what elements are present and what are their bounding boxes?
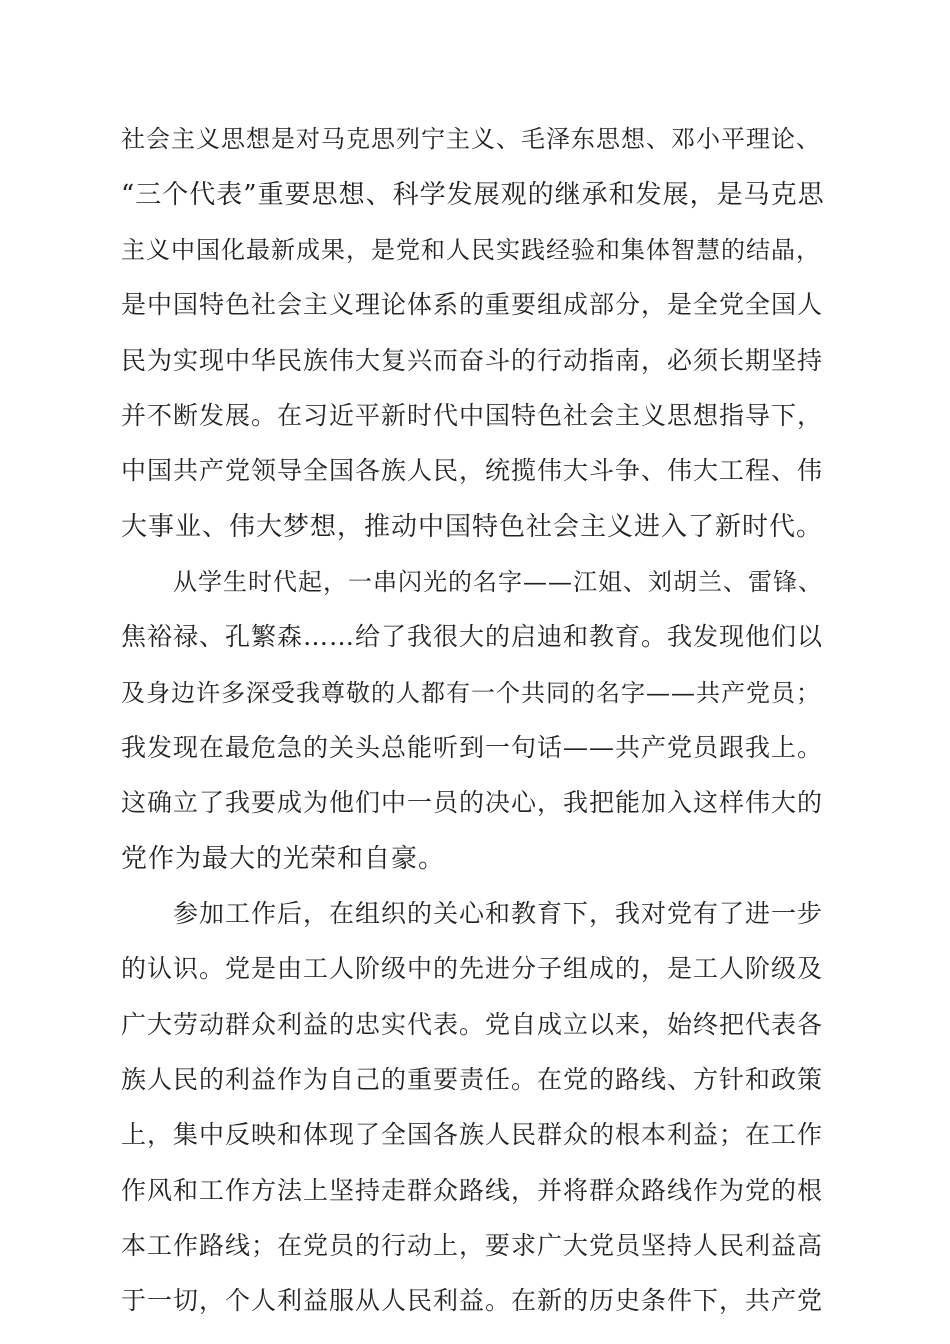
text-line: 广大劳动群众利益的忠实代表。党自成立以来，始终把代表各	[121, 1010, 824, 1039]
text-line: 作风和工作方法上坚持走群众路线，并将群众路线作为党的根	[121, 1176, 824, 1205]
text-line: 这确立了我要成为他们中一员的决心，我把能加入这样伟大的	[121, 788, 824, 817]
text-line: 是中国特色社会主义理论体系的重要组成部分，是全党全国人	[121, 290, 824, 319]
text-line: 焦裕禄、孔繁森……给了我很大的启迪和教育。我发现他们以	[121, 622, 824, 651]
text-line: 民为实现中华民族伟大复兴而奋斗的行动指南，必须长期坚持	[121, 346, 824, 375]
text-line: 中国共产党领导全国各族人民，统揽伟大斗争、伟大工程、伟	[121, 456, 824, 485]
text-line: 主义中国化最新成果，是党和人民实践经验和集体智慧的结晶，	[121, 236, 821, 264]
text-line: 族人民的利益作为自己的重要责任。在党的路线、方针和政策	[121, 1065, 824, 1094]
text-line: 社会主义思想是对马克思列宁主义、毛泽东思想、邓小平理论、	[121, 125, 821, 153]
text-line: 的认识。党是由工人阶级中的先进分子组成的，是工人阶级及	[121, 954, 824, 983]
text-line: 上，集中反映和体现了全国各族人民群众的根本利益；在工作	[121, 1120, 824, 1149]
paragraph-first-line: 参加工作后，在组织的关心和教育下，我对党有了进一步	[173, 899, 824, 928]
text-line: 大事业、伟大梦想，推动中国特色社会主义进入了新时代。	[121, 512, 824, 542]
text-line: “三个代表”重要思想、科学发展观的继承和发展，是马克思	[121, 180, 825, 210]
text-line: 党作为最大的光荣和自豪。	[121, 844, 446, 874]
text-line: 及身边许多深受我尊敬的人都有一个共同的名字——共产党员；	[121, 679, 821, 707]
text-line: 于一切，个人利益服从人民利益。在新的历史条件下，共产党	[121, 1286, 824, 1315]
text-line: 我发现在最危急的关头总能听到一句话——共产党员跟我上。	[121, 733, 824, 762]
paragraph-first-line: 从学生时代起，一串闪光的名字——江姐、刘胡兰、雷锋、	[173, 568, 823, 596]
text-line: 本工作路线；在党员的行动上，要求广大党员坚持人民利益高	[121, 1231, 824, 1260]
text-line: 并不断发展。在习近平新时代中国特色社会主义思想指导下，	[121, 401, 824, 430]
